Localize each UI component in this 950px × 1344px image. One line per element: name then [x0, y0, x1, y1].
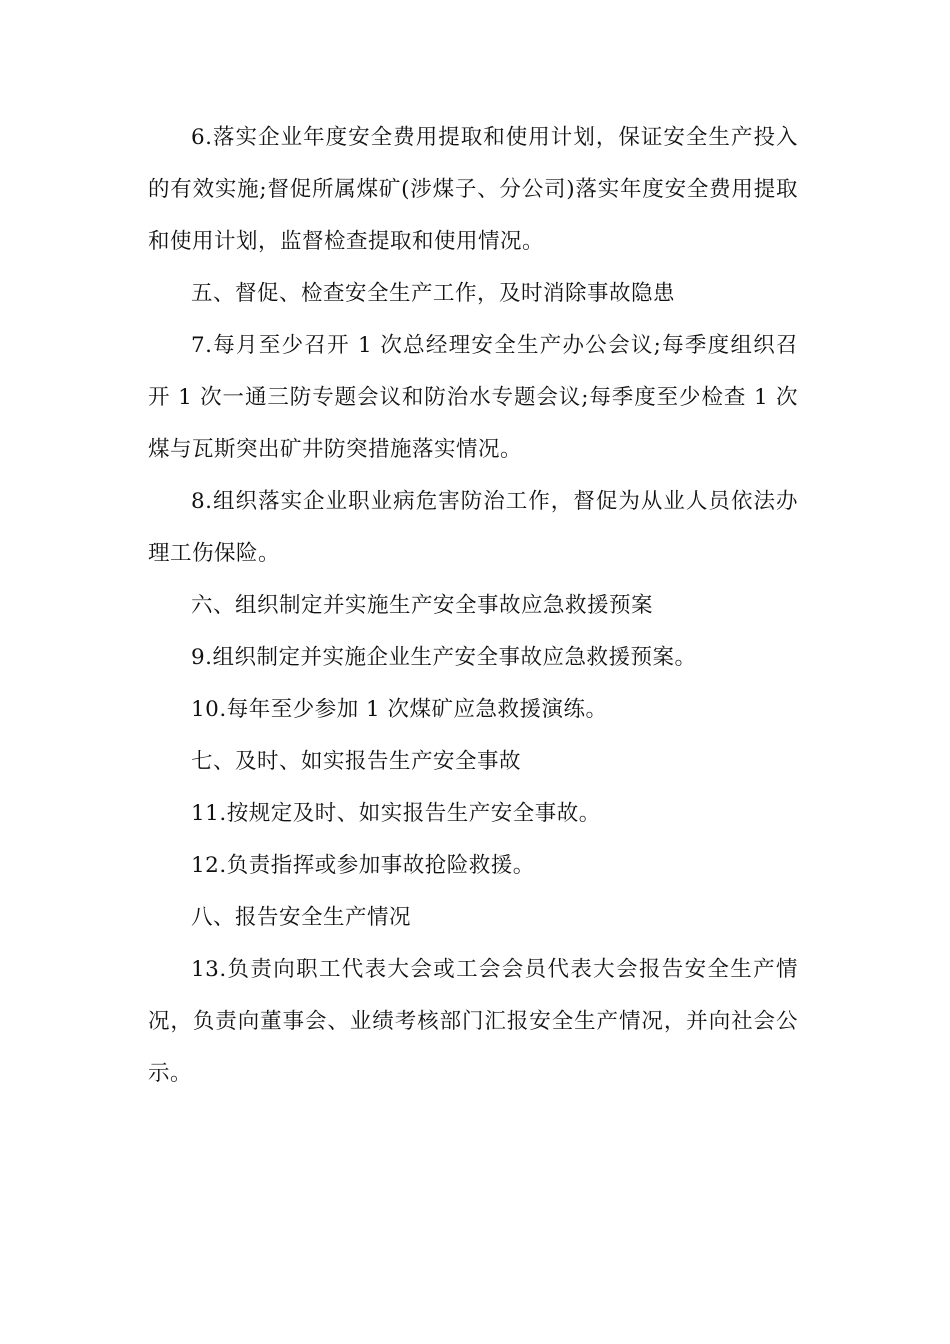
section-6-heading: 六、组织制定并实施生产安全事故应急救援预案 [191, 593, 654, 618]
item-12-paragraph: 12.负责指挥或参加事故抢险救援。 [191, 853, 535, 878]
item-10-paragraph: 10.每年至少参加 1 次煤矿应急救援演练。 [191, 697, 608, 722]
document-body [148, 112, 798, 1100]
item-9-paragraph: 9.组织制定并实施企业生产安全事故应急救援预案。 [191, 645, 697, 670]
item-7-paragraph: 7.每月至少召开 1 次总经理安全生产办公会议;每季度组织召开 1 次一通三防专题会议和防治水专题会议;每季度至少检查 1 次煤与瓦斯突出矿井防突措施落实情况。 [148, 333, 798, 462]
item-13-paragraph: 13.负责向职工代表大会或工会会员代表大会报告安全生产情况，负责向董事会、业绩考核部门汇报安全生产情况，并向社会公示。 [148, 957, 798, 1086]
section-7-heading: 七、及时、如实报告生产安全事故 [191, 749, 522, 774]
item-8-paragraph: 8.组织落实企业职业病危害防治工作，督促为从业人员依法办理工伤保险。 [148, 489, 798, 566]
item-11-paragraph: 11.按规定及时、如实报告生产安全事故。 [191, 801, 601, 826]
item-6-paragraph: 6.落实企业年度安全费用提取和使用计划，保证安全生产投入的有效实施;督促所属煤矿(涉煤子、分公司)落实年度安全费用提取和使用计划，监督检查提取和使用情况。 [148, 125, 798, 254]
section-5-heading: 五、督促、检查安全生产工作，及时消除事故隐患 [191, 281, 676, 306]
section-8-heading: 八、报告安全生产情况 [191, 905, 412, 930]
